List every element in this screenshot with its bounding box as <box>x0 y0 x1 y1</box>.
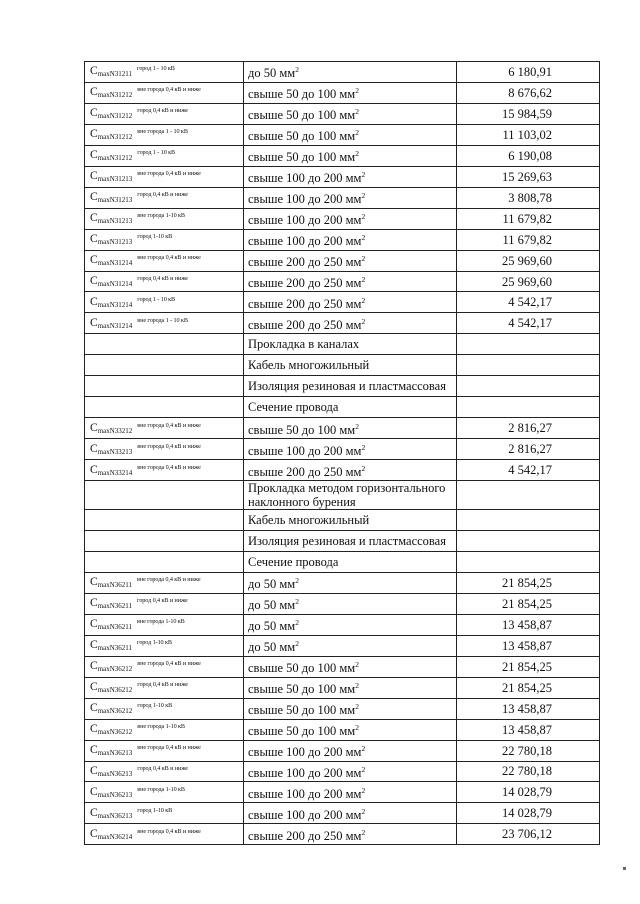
table-row <box>85 82 600 103</box>
empty-cell <box>457 334 600 355</box>
rate-qualifier: город 0,4 кВ и ниже <box>137 597 188 605</box>
section-header-cell: Сечение провода <box>244 551 457 572</box>
cross-section-cell <box>244 698 457 719</box>
table-row <box>85 719 600 740</box>
section-header-cell: Прокладка в каналах <box>244 334 457 355</box>
rate-subscript: maxN36211 <box>97 644 133 653</box>
rate-symbol: C <box>90 421 98 434</box>
table-section-header-row <box>85 376 600 397</box>
rate-subscript: maxN36212 <box>97 665 133 674</box>
cross-section-text: свыше 100 до 200 мм <box>248 234 362 249</box>
empty-cell <box>457 481 600 510</box>
rate-code-cell <box>85 614 244 635</box>
rate-code-cell <box>85 719 244 740</box>
rate-value-cell: 15 269,63 <box>457 166 600 187</box>
rate-qualifier: вне города 1-10 кВ <box>137 618 185 626</box>
table-section-header-row <box>85 355 600 376</box>
rate-qualifier: город 0,4 кВ и ниже <box>137 681 188 689</box>
cross-section-cell <box>244 439 457 460</box>
rate-code-cell <box>85 103 244 124</box>
cross-section-text: свыше 100 до 200 мм <box>248 745 362 760</box>
rate-code-cell <box>85 208 244 229</box>
unit-exponent: 2 <box>361 274 366 284</box>
rate-value-cell: 11 679,82 <box>457 229 600 250</box>
unit-exponent: 2 <box>361 764 366 774</box>
rate-subscript: maxN31211 <box>97 70 133 79</box>
rate-subscript: maxN36212 <box>97 686 133 695</box>
rate-code-cell <box>85 656 244 677</box>
rate-symbol: C <box>90 723 98 736</box>
tariff-table <box>84 61 600 845</box>
table-row <box>85 803 600 824</box>
rate-code-cell <box>85 698 244 719</box>
cross-section-text: свыше 50 до 100 мм <box>248 129 356 144</box>
rate-symbol: C <box>90 295 98 308</box>
table-row <box>85 166 600 187</box>
rate-subscript: maxN36213 <box>97 811 133 820</box>
cross-section-text: свыше 200 до 250 мм <box>248 464 362 479</box>
rate-subscript: maxN31213 <box>97 196 133 205</box>
cross-section-text: свыше 100 до 200 мм <box>248 192 362 207</box>
cross-section-cell <box>244 271 457 292</box>
rate-qualifier: вне города 0,4 кВ и ниже <box>137 744 201 752</box>
table-section-header-row <box>85 481 600 510</box>
table-row <box>85 593 600 614</box>
unit-exponent: 2 <box>355 722 359 732</box>
rate-qualifier: город 0,4 кВ и ниже <box>137 107 188 115</box>
rate-code-cell <box>85 740 244 761</box>
cross-section-cell <box>244 208 457 229</box>
rate-qualifier: вне города 0,4 кВ и ниже <box>137 170 201 178</box>
empty-cell <box>457 376 600 397</box>
rate-value-cell: 15 984,59 <box>457 103 600 124</box>
rate-code-cell <box>85 82 244 103</box>
table-section-header-row <box>85 551 600 572</box>
rate-qualifier: город 0,4 кВ и ниже <box>137 764 188 772</box>
cross-section-cell <box>244 572 457 593</box>
table-row <box>85 782 600 803</box>
rate-value-cell: 2 816,27 <box>457 418 600 439</box>
section-header-cell: Изоляция резиновая и пластмассовая <box>244 531 457 552</box>
table-row <box>85 824 600 845</box>
table-row <box>85 677 600 698</box>
empty-cell <box>457 355 600 376</box>
cross-section-text: до 50 мм <box>248 66 296 81</box>
table-section-header-row <box>85 510 600 531</box>
rate-symbol: C <box>90 702 98 715</box>
rate-value-cell: 25 969,60 <box>457 250 600 271</box>
empty-cell <box>85 355 244 376</box>
cross-section-text: свыше 100 до 200 мм <box>248 766 362 781</box>
rate-code-cell <box>85 124 244 145</box>
unit-exponent: 2 <box>295 639 299 649</box>
cross-section-cell <box>244 656 457 677</box>
table-row <box>85 229 600 250</box>
table-row <box>85 187 600 208</box>
rate-symbol: C <box>90 764 98 777</box>
rate-qualifier: город 1-10 кВ <box>137 806 173 814</box>
table-row <box>85 460 600 481</box>
rate-symbol: C <box>90 785 98 798</box>
cross-section-text: свыше 100 до 200 мм <box>248 787 362 801</box>
rate-qualifier: город 1-10 кВ <box>137 702 173 710</box>
cross-section-cell <box>244 761 457 782</box>
cross-section-text: свыше 50 до 100 мм <box>248 724 356 739</box>
rate-code-cell <box>85 250 244 271</box>
cross-section-cell <box>244 229 457 250</box>
cross-section-cell <box>244 418 457 439</box>
rate-code-cell <box>85 187 244 208</box>
cross-section-text: до 50 мм <box>248 640 296 655</box>
rate-value-cell: 21 854,25 <box>457 677 600 698</box>
rate-code-cell <box>85 292 244 313</box>
rate-qualifier: вне города 0,4 кВ и ниже <box>137 421 201 429</box>
rate-code-cell <box>85 593 244 614</box>
table-row <box>85 62 600 83</box>
rate-qualifier: вне города 1 - 10 кВ <box>137 128 188 136</box>
rate-qualifier: вне города 1-10 кВ <box>137 212 185 220</box>
rate-code-cell <box>85 677 244 698</box>
rate-symbol: C <box>90 149 98 162</box>
cross-section-text: свыше 100 до 200 мм <box>248 443 362 458</box>
unit-exponent: 2 <box>295 597 299 607</box>
rate-subscript: maxN31214 <box>97 321 133 330</box>
cross-section-cell <box>244 824 457 845</box>
table-row <box>85 614 600 635</box>
table-row <box>85 124 600 145</box>
unit-exponent: 2 <box>355 149 359 159</box>
rate-subscript: maxN31214 <box>97 280 133 288</box>
rate-subscript: maxN31212 <box>97 133 133 142</box>
rate-subscript: maxN36214 <box>97 832 133 841</box>
table-row <box>85 208 600 229</box>
table-row <box>85 103 600 124</box>
rate-symbol: C <box>90 254 98 267</box>
rate-subscript: maxN36213 <box>97 749 133 758</box>
unit-exponent: 2 <box>361 743 366 753</box>
cross-section-text: до 50 мм <box>248 619 296 634</box>
rate-code-cell <box>85 418 244 439</box>
rate-qualifier: вне города 1-10 кВ <box>137 723 185 731</box>
rate-value-cell: 13 458,87 <box>457 719 600 740</box>
rate-subscript: maxN36212 <box>97 707 133 716</box>
unit-exponent: 2 <box>295 576 299 586</box>
rate-value-cell: 22 780,18 <box>457 761 600 782</box>
unit-exponent: 2 <box>355 128 359 138</box>
unit-exponent: 2 <box>361 806 366 816</box>
cross-section-cell <box>244 124 457 145</box>
rate-subscript: maxN33214 <box>97 468 133 477</box>
rate-symbol: C <box>90 170 98 183</box>
rate-symbol: C <box>90 639 98 652</box>
cross-section-text: свыше 100 до 200 мм <box>248 171 362 186</box>
cross-section-text: свыше 200 до 250 мм <box>248 297 362 312</box>
table-row <box>85 635 600 656</box>
cross-section-text: до 50 мм <box>248 577 296 592</box>
cross-section-text: свыше 50 до 100 мм <box>248 87 356 102</box>
rate-qualifier: вне города 1 - 10 кВ <box>137 316 188 324</box>
cross-section-cell <box>244 782 457 803</box>
unit-exponent: 2 <box>355 702 359 712</box>
rate-qualifier: вне города 0,4 кВ и ниже <box>137 576 201 584</box>
rate-symbol: C <box>90 233 98 246</box>
rate-code-cell <box>85 824 244 845</box>
empty-cell <box>85 531 244 552</box>
rate-subscript: maxN36213 <box>97 769 133 778</box>
rate-subscript: maxN31213 <box>97 217 133 226</box>
cross-section-text: свыше 100 до 200 мм <box>248 213 362 228</box>
rate-code-cell <box>85 460 244 481</box>
unit-exponent: 2 <box>361 233 366 243</box>
unit-exponent: 2 <box>361 212 366 222</box>
cross-section-cell <box>244 677 457 698</box>
rate-value-cell: 11 103,02 <box>457 124 600 145</box>
rate-value-cell: 6 180,91 <box>457 62 600 83</box>
cross-section-text: свыше 50 до 100 мм <box>248 422 356 437</box>
rate-value-cell: 23 706,12 <box>457 824 600 845</box>
rate-symbol: C <box>90 660 98 673</box>
rate-qualifier: город 0,4 кВ и ниже <box>137 275 188 282</box>
rate-qualifier: вне города 0,4 кВ и ниже <box>137 254 201 262</box>
rate-value-cell: 13 458,87 <box>457 635 600 656</box>
rate-code-cell <box>85 229 244 250</box>
cross-section-cell <box>244 740 457 761</box>
rate-code-cell <box>85 439 244 460</box>
table-row <box>85 740 600 761</box>
rate-value-cell: 14 028,79 <box>457 803 600 824</box>
rate-code-cell <box>85 572 244 593</box>
cross-section-text: свыше 100 до 200 мм <box>248 807 362 822</box>
table-row <box>85 250 600 271</box>
rate-subscript: maxN31213 <box>97 175 133 184</box>
rate-value-cell: 22 780,18 <box>457 740 600 761</box>
unit-exponent: 2 <box>295 65 299 75</box>
table-row <box>85 656 600 677</box>
empty-cell <box>457 397 600 418</box>
cross-section-cell <box>244 593 457 614</box>
rate-value-cell: 4 542,17 <box>457 460 600 481</box>
empty-cell <box>457 551 600 572</box>
rate-value-cell: 21 854,25 <box>457 593 600 614</box>
rate-qualifier: город 1-10 кВ <box>137 639 172 647</box>
table-row <box>85 292 600 313</box>
section-header-cell: Кабель многожильный <box>244 355 457 376</box>
rate-subscript: maxN31214 <box>97 300 133 309</box>
rate-subscript: maxN31213 <box>97 238 133 247</box>
rate-qualifier: вне города 0,4 кВ и ниже <box>137 442 201 450</box>
rate-qualifier: вне города 0,4 кВ и ниже <box>137 463 201 471</box>
rate-value-cell: 11 679,82 <box>457 208 600 229</box>
rate-symbol: C <box>90 316 98 329</box>
unit-exponent: 2 <box>355 107 359 117</box>
table-row <box>85 145 600 166</box>
rate-code-cell <box>85 761 244 782</box>
rate-symbol: C <box>90 463 98 476</box>
scan-speck <box>623 867 626 870</box>
rate-value-cell: 14 028,79 <box>457 782 600 803</box>
rate-code-cell <box>85 782 244 803</box>
unit-exponent: 2 <box>355 660 359 670</box>
empty-cell <box>85 510 244 531</box>
rate-code-cell <box>85 62 244 83</box>
rate-subscript: maxN36211 <box>97 602 133 611</box>
cross-section-cell <box>244 250 457 271</box>
cross-section-cell <box>244 292 457 313</box>
rate-subscript: maxN36213 <box>97 790 133 799</box>
unit-exponent: 2 <box>361 442 366 452</box>
rate-value-cell: 25 969,60 <box>457 271 600 292</box>
rate-qualifier: вне города 0,4 кВ и ниже <box>137 660 201 668</box>
unit-exponent: 2 <box>355 421 359 431</box>
cross-section-cell <box>244 166 457 187</box>
empty-cell <box>457 531 600 552</box>
unit-exponent: 2 <box>361 463 366 473</box>
rate-subscript: maxN31214 <box>97 259 133 268</box>
section-header-cell: Кабель многожильный <box>244 510 457 531</box>
cross-section-cell <box>244 145 457 166</box>
rate-subscript: maxN31212 <box>97 91 133 100</box>
section-header-cell: Изоляция резиновая и пластмассовая <box>244 376 457 397</box>
section-header-cell: Прокладка методом горизонтального наклонного бурения <box>244 481 457 510</box>
rate-symbol: C <box>90 744 98 757</box>
rate-symbol: C <box>90 827 98 840</box>
cross-section-text: свыше 50 до 100 мм <box>248 682 356 697</box>
cross-section-text: до 50 мм <box>248 598 296 613</box>
table-section-header-row <box>85 334 600 355</box>
unit-exponent: 2 <box>361 316 366 326</box>
cross-section-cell <box>244 62 457 83</box>
section-header-cell: Сечение провода <box>244 397 457 418</box>
empty-cell <box>85 334 244 355</box>
rate-subscript: maxN36212 <box>97 728 133 737</box>
rate-symbol: C <box>90 576 98 589</box>
cross-section-cell <box>244 635 457 656</box>
rate-symbol: C <box>90 191 98 204</box>
cross-section-text: свыше 200 до 250 мм <box>248 276 362 291</box>
rate-symbol: C <box>90 212 98 225</box>
rate-code-cell <box>85 313 244 334</box>
cross-section-cell <box>244 719 457 740</box>
empty-cell <box>85 397 244 418</box>
cross-section-text: свыше 50 до 100 мм <box>248 108 356 123</box>
rate-symbol: C <box>90 65 98 78</box>
rate-symbol: C <box>90 681 98 694</box>
tariff-table-body <box>85 62 600 845</box>
cross-section-cell <box>244 803 457 824</box>
empty-cell <box>457 510 600 531</box>
rate-symbol: C <box>90 806 98 819</box>
cross-section-cell <box>244 313 457 334</box>
unit-exponent: 2 <box>361 295 366 305</box>
cross-section-text: свыше 50 до 100 мм <box>248 703 356 718</box>
cross-section-text: свыше 200 до 250 мм <box>248 255 362 270</box>
rate-subscript: maxN33212 <box>97 426 133 435</box>
empty-cell <box>85 481 244 510</box>
cross-section-cell <box>244 103 457 124</box>
cross-section-cell <box>244 460 457 481</box>
unit-exponent: 2 <box>295 618 299 628</box>
rate-subscript: maxN33213 <box>97 447 133 456</box>
cross-section-text: свыше 50 до 100 мм <box>248 150 356 165</box>
cross-section-cell <box>244 187 457 208</box>
unit-exponent: 2 <box>361 253 366 263</box>
rate-qualifier: город 1 - 10 кВ <box>137 65 175 73</box>
cross-section-cell <box>244 614 457 635</box>
cross-section-text: свыше 50 до 100 мм <box>248 661 356 676</box>
rate-qualifier: город 0,4 кВ и ниже <box>137 191 188 199</box>
rate-subscript: maxN36211 <box>97 623 133 632</box>
unit-exponent: 2 <box>361 785 366 795</box>
rate-code-cell <box>85 166 244 187</box>
rate-symbol: C <box>90 618 98 631</box>
unit-exponent: 2 <box>361 191 366 201</box>
rate-value-cell: 13 458,87 <box>457 698 600 719</box>
cross-section-cell <box>244 82 457 103</box>
rate-qualifier: город 1 - 10 кВ <box>137 295 176 303</box>
rate-value-cell: 21 854,25 <box>457 656 600 677</box>
rate-symbol: C <box>90 86 98 99</box>
rate-qualifier: вне города 0,4 кВ и ниже <box>137 86 201 94</box>
cross-section-text: свыше 200 до 250 мм <box>248 317 362 332</box>
rate-code-cell <box>85 635 244 656</box>
rate-symbol: C <box>90 128 98 141</box>
table-row <box>85 271 600 292</box>
rate-value-cell: 2 816,27 <box>457 439 600 460</box>
table-row <box>85 572 600 593</box>
empty-cell <box>85 551 244 572</box>
unit-exponent: 2 <box>361 170 366 180</box>
rate-symbol: C <box>90 442 98 455</box>
rate-qualifier: город 1 - 10 кВ <box>137 149 176 157</box>
cross-section-text: свыше 200 до 250 мм <box>248 828 362 843</box>
rate-qualifier: город 1-10 кВ <box>137 233 173 241</box>
rate-symbol: C <box>90 275 98 287</box>
table-row <box>85 313 600 334</box>
rate-value-cell: 4 542,17 <box>457 313 600 334</box>
rate-code-cell <box>85 803 244 824</box>
rate-value-cell: 21 854,25 <box>457 572 600 593</box>
rate-value-cell: 3 808,78 <box>457 187 600 208</box>
table-row <box>85 698 600 719</box>
table-section-header-row <box>85 531 600 552</box>
rate-subscript: maxN36211 <box>97 581 133 590</box>
rate-qualifier: вне города 1-10 кВ <box>137 785 185 793</box>
rate-symbol: C <box>90 597 98 610</box>
rate-value-cell: 6 190,08 <box>457 145 600 166</box>
table-row <box>85 418 600 439</box>
rate-value-cell: 8 676,62 <box>457 82 600 103</box>
table-section-header-row <box>85 397 600 418</box>
rate-value-cell: 13 458,87 <box>457 614 600 635</box>
rate-subscript: maxN31212 <box>97 154 133 163</box>
table-row <box>85 439 600 460</box>
rate-code-cell <box>85 145 244 166</box>
unit-exponent: 2 <box>361 827 366 837</box>
empty-cell <box>85 376 244 397</box>
rate-code-cell <box>85 271 244 292</box>
unit-exponent: 2 <box>355 681 359 691</box>
rate-symbol: C <box>90 107 98 120</box>
rate-qualifier: вне города 0,4 кВ и ниже <box>137 827 201 835</box>
rate-subscript: maxN31212 <box>97 112 133 121</box>
rate-value-cell: 4 542,17 <box>457 292 600 313</box>
unit-exponent: 2 <box>355 86 359 96</box>
table-row <box>85 761 600 782</box>
